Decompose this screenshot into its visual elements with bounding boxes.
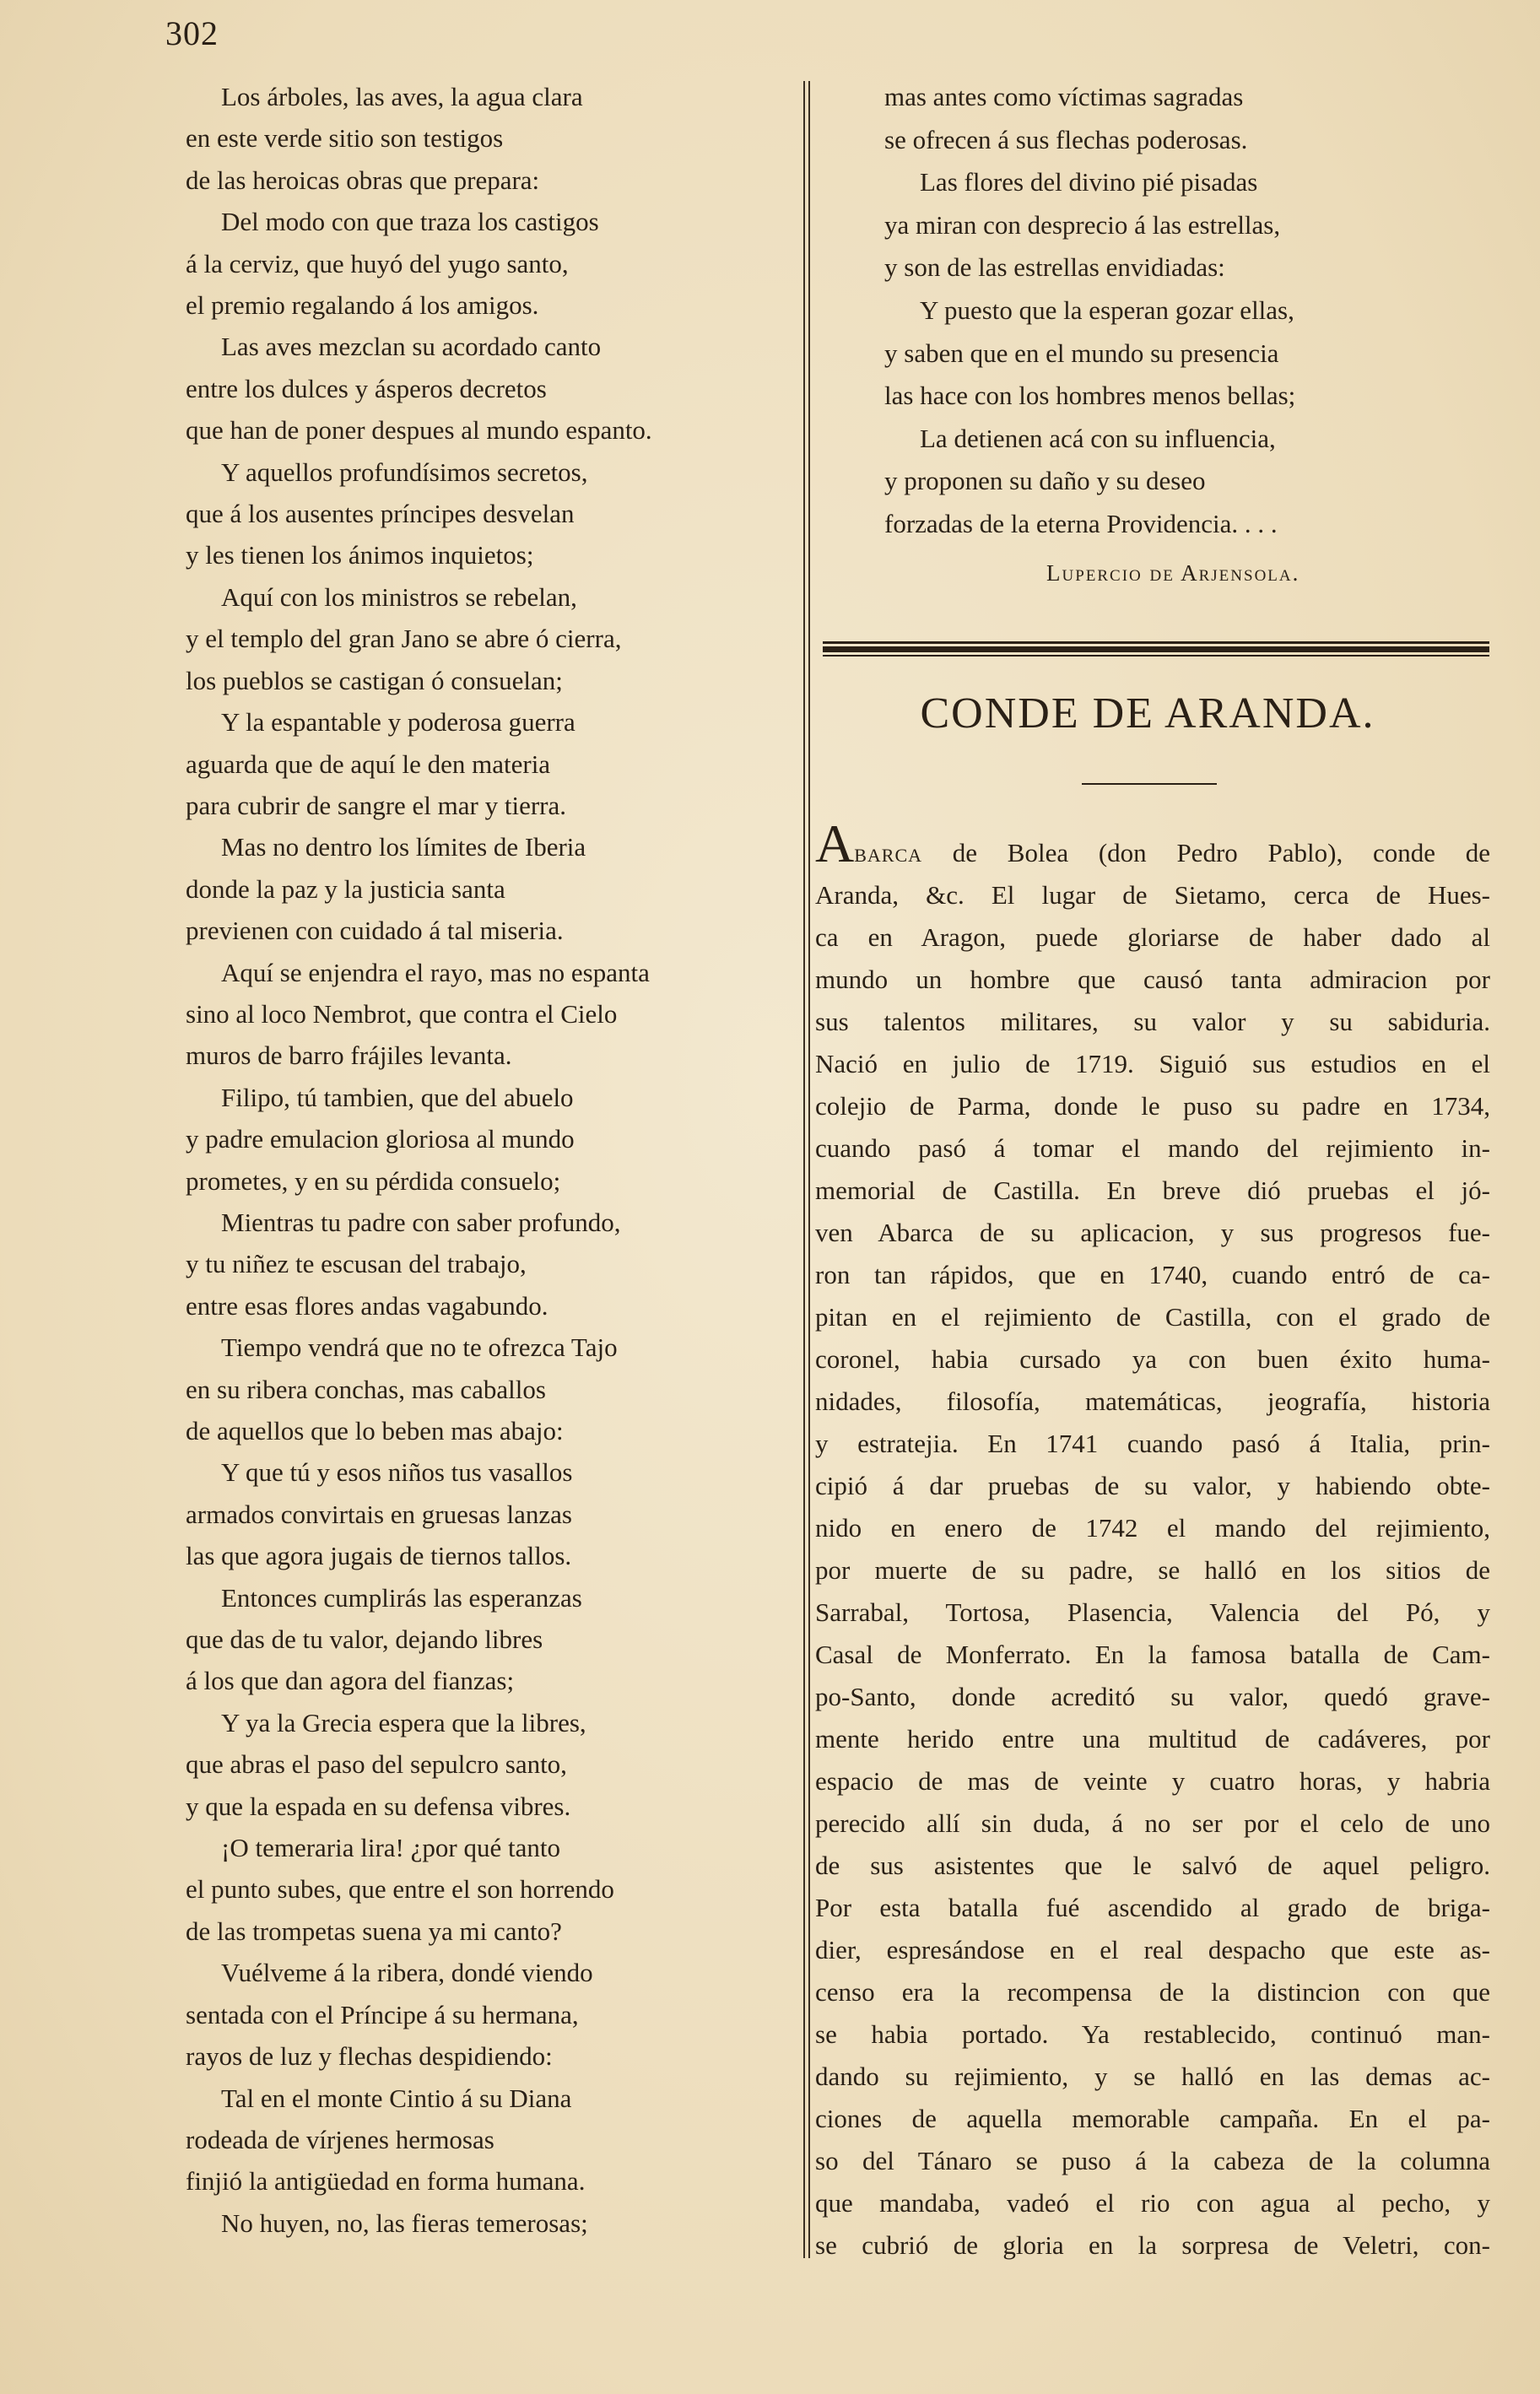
verse-line: Y ya la Grecia espera que la libres, <box>221 1707 586 1737</box>
verse-line: rodeada de vírjenes hermosas <box>186 2124 494 2154</box>
verse-line: Mientras tu padre con saber profundo, <box>221 1207 621 1237</box>
section-title: CONDE DE ARANDA. <box>920 689 1375 738</box>
prose-line: cuando pasó á tomar el mando del rejimiento in- <box>815 1133 1490 1163</box>
verse-line: el premio regalando á los amigos. <box>186 290 539 321</box>
verse-line: que han de poner despues al mundo espanto. <box>186 415 652 446</box>
prose-line: nido en enero de 1742 el mando del rejimiento, <box>815 1513 1490 1543</box>
prose-line: mundo un hombre que causó tanta admiracion por <box>815 965 1490 994</box>
verse-line: se ofrecen á sus flechas poderosas. <box>884 124 1248 154</box>
verse-line: No huyen, no, las fieras temerosas; <box>221 2208 588 2238</box>
verse-line: que abras el paso del sepulcro santo, <box>186 1749 567 1780</box>
prose-line: Aranda, &c. El lugar de Sietamo, cerca de Hues- <box>815 880 1490 910</box>
prose-line: Sarrabal, Tortosa, Plasencia, Valencia del Pó, y <box>815 1597 1490 1627</box>
verse-line: Los árboles, las aves, la agua clara <box>221 82 583 111</box>
verse-line: sino al loco Nembrot, que contra el Cielo <box>186 998 618 1029</box>
verse-line: muros de barro frájiles levanta. <box>186 1040 512 1071</box>
prose-line: mente herido entre una multitud de cadáveres, por <box>815 1724 1490 1754</box>
verse-line: Las flores del divino pié pisadas <box>920 167 1258 197</box>
verse-line: y saben que en el mundo su presencia <box>884 338 1279 368</box>
verse-line: las que agora jugais de tiernos tallos. <box>186 1541 572 1571</box>
verse-line: que das de tu valor, dejando libres <box>186 1624 543 1655</box>
prose-line: dando su rejimiento, y se halló en las demas ac- <box>815 2062 1490 2091</box>
prose-line: perecido allí sin duda, á no ser por el celo de uno <box>815 1808 1490 1838</box>
verse-line: prometes, y en su pérdida consuelo; <box>186 1165 561 1196</box>
verse-line: para cubrir de sangre el mar y tierra. <box>186 790 566 820</box>
verse-line: Y la espantable y poderosa guerra <box>221 707 575 738</box>
biography-text <box>815 813 1490 2267</box>
column-divider-left <box>803 81 805 2258</box>
verse-line: de las heroicas obras que prepara: <box>186 165 540 195</box>
prose-line: Casal de Monferrato. En la famosa batalla de Cam- <box>815 1640 1490 1669</box>
verse-line: sentada con el Príncipe á su hermana, <box>186 1999 579 2029</box>
verse-line: Mas no dentro los límites de Iberia <box>221 832 586 862</box>
drop-cap: A <box>815 813 855 873</box>
verse-line: y padre emulacion gloriosa al mundo <box>186 1124 575 1154</box>
title-underline <box>1082 783 1217 785</box>
page-number: 302 <box>165 14 219 52</box>
prose-line: memorial de Castilla. En breve dió pruebas el jó- <box>815 1175 1490 1205</box>
verse-line: los pueblos se castigan ó consuelan; <box>186 665 563 695</box>
prose-line: se habia portado. Ya restablecido, continuó man- <box>815 2019 1490 2049</box>
verse-line: de aquellos que lo beben mas abajo: <box>186 1416 564 1446</box>
verse-line: Aquí se enjendra el rayo, mas no espanta <box>221 957 650 987</box>
verse-line: mas antes como víctimas sagradas <box>884 82 1244 111</box>
verse-line: La detienen acá con su influencia, <box>920 423 1276 453</box>
prose-line: pitan en el rejimiento de Castilla, con el grado de <box>815 1302 1490 1332</box>
prose-line: so del Tánaro se puso á la cabeza de la columna <box>815 2146 1490 2175</box>
prose-line: dier, espresándose en el real despacho que este as- <box>815 1935 1490 1964</box>
verse-line: entre esas flores andas vagabundo. <box>186 1290 548 1321</box>
prose-line: ron tan rápidos, que en 1740, cuando entró de ca- <box>815 1260 1490 1289</box>
verse-line: Y puesto que la esperan gozar ellas, <box>920 295 1294 325</box>
first-word-rest: barca <box>854 838 923 867</box>
section-separator <box>823 641 1489 657</box>
verse-line: y proponen su daño y su deseo <box>884 466 1206 496</box>
prose-line: censo era la recompensa de la distincion con que <box>815 1977 1490 2007</box>
verse-line: rayos de luz y flechas despidiendo: <box>186 2041 553 2072</box>
prose-line: colejio de Parma, donde le puso su padre en 1734, <box>815 1091 1490 1121</box>
verse-line: aguarda que de aquí le den materia <box>186 748 551 779</box>
prose-line: nidades, filosofía, matemáticas, jeografía, historia <box>815 1386 1490 1416</box>
prose-line: Por esta batalla fué ascendido al grado de briga- <box>815 1893 1490 1922</box>
verse-line: á la cerviz, que huyó del yugo santo, <box>186 248 569 278</box>
verse-line: Vuélveme á la ribera, dondé viendo <box>221 1958 593 1988</box>
prose-line: ca en Aragon, puede gloriarse de haber dado al <box>815 922 1490 952</box>
prose-first-line <box>815 813 1490 874</box>
prose-line: de sus asistentes que le salvó de aquel peligro. <box>815 1851 1490 1880</box>
column-divider-right <box>808 81 810 2258</box>
prose-line: sus talentos militares, su valor y su sabiduria. <box>815 1007 1490 1036</box>
verse-line: Tiempo vendrá que no te ofrezca Tajo <box>221 1332 618 1363</box>
prose-line: ciones de aquella memorable campaña. En el pa- <box>815 2104 1490 2133</box>
verse-line: y que la espada en su defensa vibres. <box>186 1791 571 1821</box>
verse-line: ¡O temeraria lira! ¿por qué tanto <box>221 1833 560 1863</box>
verse-line: y son de las estrellas envidiadas: <box>884 252 1225 283</box>
verse-line: y les tienen los ánimos inquietos; <box>186 540 534 570</box>
prose-line: espacio de mas de veinte y cuatro horas, y habria <box>815 1766 1490 1796</box>
prose-line: por muerte de su padre, se halló en los sitios de <box>815 1555 1490 1585</box>
verse-line: y el templo del gran Jano se abre ó cierra, <box>186 624 622 654</box>
verse-line: Y que tú y esos niños tus vasallos <box>221 1457 573 1488</box>
right-verse-column <box>884 76 1492 546</box>
prose-line: cipió á dar pruebas de su valor, y habiendo obte- <box>815 1471 1490 1500</box>
verse-line: Del modo con que traza los castigos <box>221 207 599 237</box>
verse-line: Entonces cumplirás las esperanzas <box>221 1582 582 1613</box>
prose-line: se cubrió de gloria en la sorpresa de Veletri, con- <box>815 2230 1490 2260</box>
verse-line: previenen con cuidado á tal miseria. <box>186 916 564 946</box>
verse-line: de las trompetas suena ya mi canto? <box>186 1916 562 1946</box>
prose-line: coronel, habia cursado ya con buen éxito huma- <box>815 1344 1490 1374</box>
verse-line: Las aves mezclan su acordado canto <box>221 332 602 362</box>
prose-line: po-Santo, donde acreditó su valor, quedó grave- <box>815 1682 1490 1711</box>
verse-line: en su ribera conchas, mas caballos <box>186 1374 546 1404</box>
verse-line: Aquí con los ministros se rebelan, <box>221 581 577 612</box>
verse-line: en este verde sitio son testigos <box>186 123 504 154</box>
verse-line: finjió la antigüedad en forma humana. <box>186 2166 586 2197</box>
verse-line: Y aquellos profundísimos secretos, <box>221 457 588 487</box>
verse-line: entre los dulces y ásperos decretos <box>186 373 547 403</box>
verse-line: ya miran con desprecio á las estrellas, <box>884 209 1281 240</box>
verse-line: á los que dan agora del fianzas; <box>186 1666 515 1696</box>
verse-line: armados convirtais en gruesas lanzas <box>186 1499 572 1529</box>
poem-author: Lupercio de Arjensola. <box>1046 560 1300 586</box>
verse-line: Filipo, tú tambien, que del abuelo <box>221 1082 574 1112</box>
first-line-rest: de Bolea (don Pedro Pablo), conde de <box>952 838 1490 867</box>
verse-line: y tu niñez te escusan del trabajo, <box>186 1249 527 1279</box>
verse-line: que á los ausentes príncipes desvelan <box>186 499 575 529</box>
verse-line: el punto subes, que entre el son horrendo <box>186 1874 614 1905</box>
verse-line: las hace con los hombres menos bellas; <box>884 381 1296 411</box>
verse-line: Tal en el monte Cintio á su Diana <box>221 2083 572 2113</box>
left-verse-column <box>186 76 810 2244</box>
verse-line: forzadas de la eterna Providencia. . . . <box>884 508 1278 538</box>
prose-line: ven Abarca de su aplicacion, y sus progresos fue- <box>815 1218 1490 1247</box>
prose-line: que mandaba, vadeó el rio con agua al pecho, y <box>815 2188 1490 2218</box>
verse-line: donde la paz y la justicia santa <box>186 873 505 904</box>
prose-line: Nació en julio de 1719. Siguió sus estudios en el <box>815 1049 1490 1078</box>
prose-line: y estratejia. En 1741 cuando pasó á Italia, prin- <box>815 1429 1490 1458</box>
